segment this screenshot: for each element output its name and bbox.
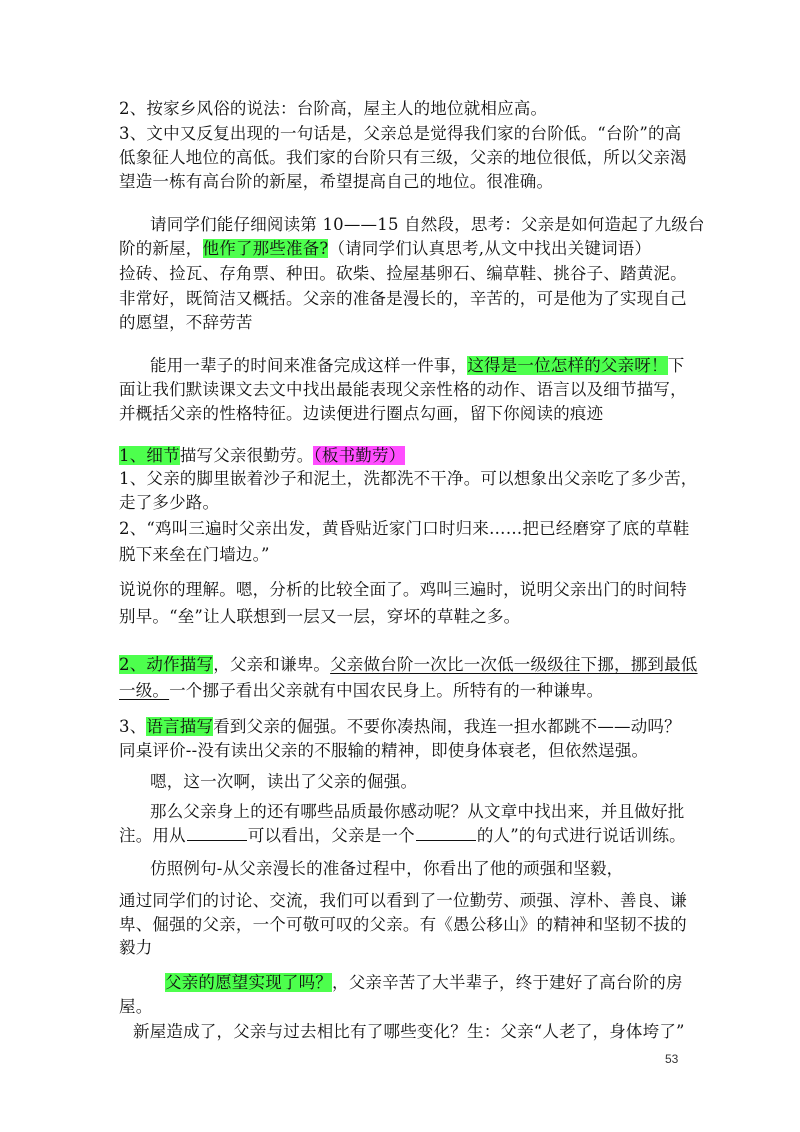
highlighted-question: 父亲的愿望实现了吗？ (165, 973, 332, 992)
text-line: 新屋造成了，父亲与过去相比有了哪些变化？生：父亲“人老了，身体垮了” (133, 1022, 685, 1041)
text-line: 屋。 (119, 997, 153, 1016)
text-line (119, 679, 603, 703)
text-run: 下 (667, 356, 685, 375)
text-line (119, 824, 686, 848)
text-line: 望造一栋有高台阶的新屋，希望提高自己的地位。很准确。 (119, 172, 554, 191)
highlighted-label: 语言描写 (146, 717, 214, 736)
text-run: ，父亲和谦卑。 (213, 655, 331, 674)
text-line: 捡砖、捡瓦、存角票、种田。砍柴、捡屋基卵石、编草鞋、挑谷子、踏黄泥。 (119, 264, 687, 283)
highlighted-label: 2、动作描写 (119, 655, 214, 674)
section-heading (119, 653, 698, 677)
text-line: 走了多少路。 (119, 493, 220, 512)
text-line: 并概括父亲的性格特征。边读便进行圈点勾画，留下你阅读的痕迹 (119, 404, 604, 423)
text-line: 面让我们默读课文去文中找出最能表现父亲性格的动作、语言以及细节描写， (119, 380, 687, 399)
section-heading (119, 715, 681, 739)
text-line: 毅力 (119, 938, 153, 957)
text-line (165, 971, 683, 995)
text-run: 的人”的句式进行说话训练。 (476, 826, 686, 845)
text-line (150, 354, 684, 378)
fill-in-blank (187, 826, 247, 841)
text-run: ，父亲辛苦了大半辈子，终于建好了高台阶的房 (332, 973, 683, 992)
text-line: 那么父亲身上的还有哪些品质最你感动呢？从文章中找出来，并且做好批 (150, 802, 685, 821)
text-line: 同桌评价--没有读出父亲的不服输的精神，即使身体衰老，但依然逞强。 (119, 741, 649, 760)
text-line: 仿照例句-从父亲漫长的准备过程中，你看出了他的顽强和坚毅， (150, 859, 624, 878)
text-run: 3、 (119, 717, 147, 736)
fill-in-blank (416, 826, 476, 841)
text-line (119, 237, 651, 261)
text-line: 说说你的理解。嗯，分析的比较全面了。鸡叫三遍时，说明父亲出门的时间特 (119, 580, 687, 599)
text-run: 可以看出，父亲是一个 (247, 826, 415, 845)
text-line: 嗯，这一次啊，读出了父亲的倔强。 (150, 772, 418, 791)
text-line: 2、“鸡叫三遍时父亲出发，黄昏贴近家门口时归来……把已经磨穿了底的草鞋 (119, 519, 690, 538)
text-run: 注。用从 (119, 826, 186, 845)
highlighted-label: 1、细节 (119, 446, 180, 465)
board-note: （板书勤劳） (313, 446, 406, 465)
text-run: 看到父亲的倔强。不要你凑热闹，我连一担水都跳不——动吗？ (213, 717, 681, 736)
text-run: 一个挪子看出父亲就有中国农民身上。所特有的一种谦卑。 (169, 681, 604, 700)
underlined-text: 父亲做台阶一次比一次低一级级往下挪，挪到最低 (330, 655, 698, 674)
text-line: 卑、倔强的父亲，一个可敬可叹的父亲。有《愚公移山》的精神和坚韧不拔的 (119, 915, 687, 934)
text-line: 低象征人地位的高低。我们家的台阶只有三级，父亲的地位很低，所以父亲渴 (119, 148, 687, 167)
highlighted-question: 他作了那些准备? (202, 239, 329, 258)
text-line: 非常好，既简洁又概括。父亲的准备是漫长的，辛苦的，可是他为了实现自己 (119, 289, 687, 308)
text-line: 通过同学们的讨论、交流，我们可以看到了一位勤劳、顽强、淳朴、善良、谦 (119, 891, 687, 910)
underlined-text: 一级。 (119, 681, 170, 700)
highlighted-question: 这得是一位怎样的父亲呀！ (467, 356, 668, 375)
text-run: 描写父亲很勤劳。 (179, 446, 314, 465)
text-line: 3、文中又反复出现的一句话是，父亲总是觉得我们家的台阶低。“台阶”的高 (119, 124, 682, 143)
page-number: 53 (665, 1052, 679, 1066)
text-line: 别早。“垒”让人联想到一层又一层，穿坏的草鞋之多。 (119, 607, 521, 626)
text-line: 1、父亲的脚里嵌着沙子和泥土，洗都洗不干净。可以想象出父亲吃了多少苦， (119, 469, 698, 488)
section-heading (119, 444, 405, 468)
text-line: 脱下来垒在门墙边。” (119, 545, 270, 564)
text-line: 的愿望，不辞劳苦 (119, 313, 253, 332)
text-line: 2、按家乡风俗的说法：台阶高，屋主人的地位就相应高。 (119, 99, 548, 118)
text-line: 请同学们能仔细阅读第 10——15 自然段，思考：父亲是如何造起了九级台 (150, 215, 705, 234)
text-run: （请同学们认真思考,从文中找出关键词语） (328, 239, 652, 258)
text-run: 能用一辈子的时间来准备完成这样一件事， (150, 356, 468, 375)
text-run: 阶的新屋， (119, 239, 203, 258)
